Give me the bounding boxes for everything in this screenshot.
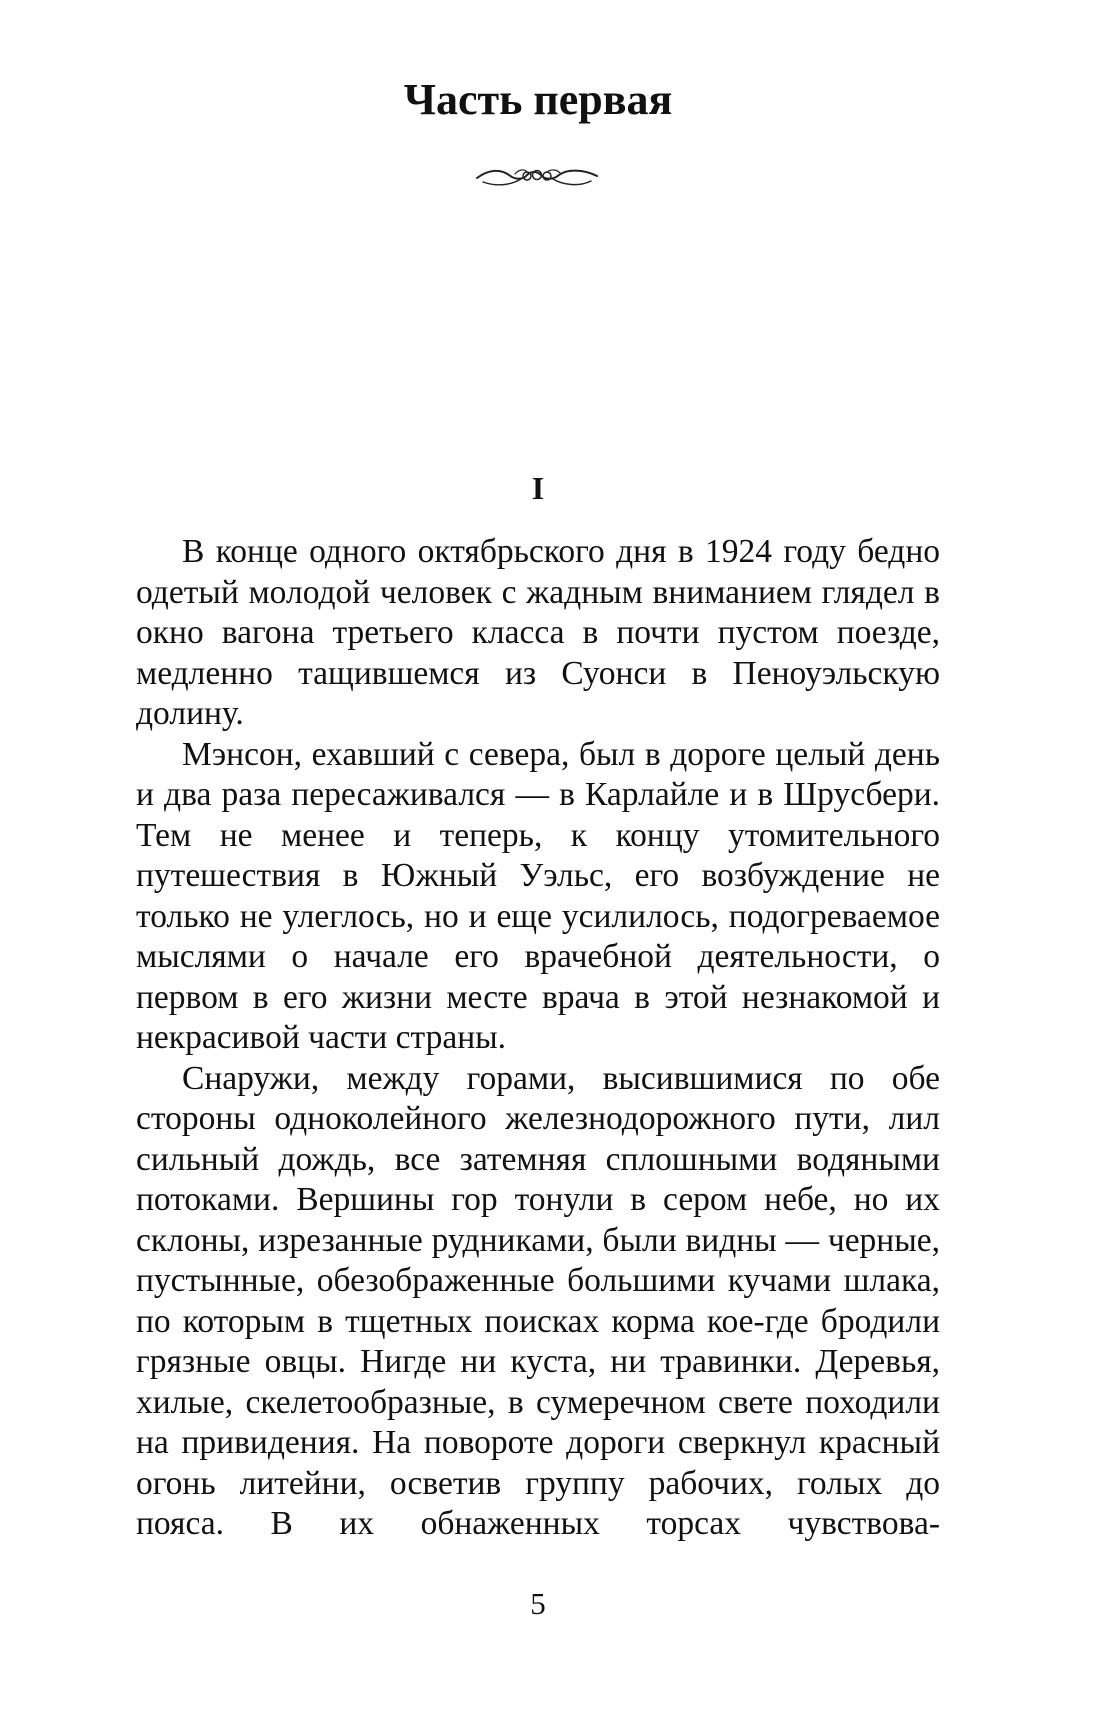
paragraph-2: Мэнсон, ехавший с севера, был в дороге целый день и два раза пересаживался — в Карлайле и в Шрусбери. Тем не менее и теперь, к концу утомительного путешествия в Южный Уэльс, его возбуждение не только не улеглось, но и еще усилилось, подогреваемое мыслями о начале его врачебной деятельности, о первом в его жизни месте врача в этой незнакомой и некрасивой части страны. xyxy=(136,735,940,1056)
page-number: 5 xyxy=(530,1586,546,1621)
flourish-ornament-icon xyxy=(475,163,599,191)
chapter-number: I xyxy=(531,470,545,506)
paragraph-3: Снаружи, между горами, высившимися по обе стороны одноколейного железнодорожного пути, лил сильный дождь, все затемняя сплошными водяными потоками. Вершины гор тонули в сером небе, но их склоны, изрезанные рудниками, были видны — черные, пустынные, обезображенные большими кучами шлака, по которым в тщетных поисках корма кое-где бродили грязные овцы. Нигде ни куста, ни травинки. Деревья, хилые, скелетообразные, в сумеречном свете походили на привидения. На повороте дороги сверкнул красный огонь литейни, осветив группу рабочих, голых до пояса. В их обнаженных торсах чувствова- xyxy=(136,1059,940,1542)
paragraph-1: В конце одного октябрьского дня в 1924 году бедно одетый молодой человек с жадным вниманием глядел в окно вагона третьего класса в почти пустом поезде, медленно тащившемся из Суонси в Пеноуэльскую долину. xyxy=(136,533,940,732)
part-title: Часть первая xyxy=(403,75,673,124)
chapter-text xyxy=(136,532,940,1545)
